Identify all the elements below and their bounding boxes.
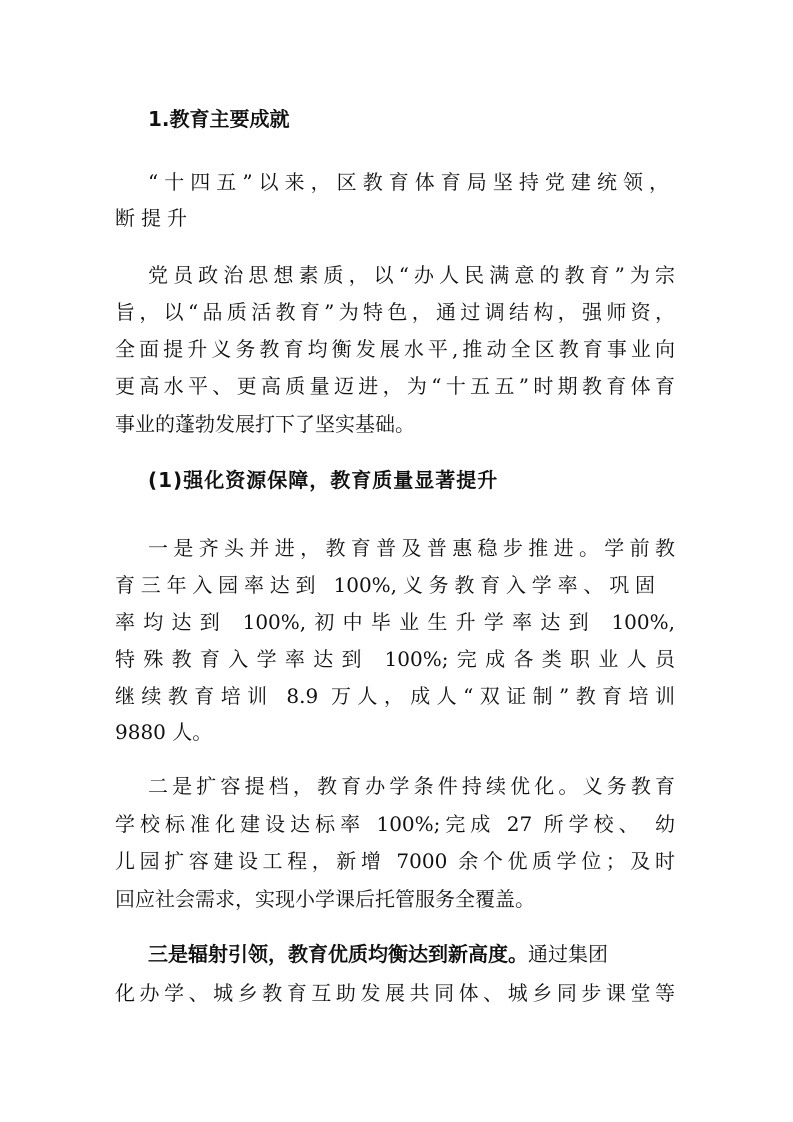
paragraph-4-line-2: 学校标准化建设达标率 100%;完成 27 所学校、 幼 bbox=[115, 812, 675, 836]
paragraph-5-bold-lead: 三是辐射引领，教育优质均衡达到新高度。 bbox=[148, 942, 528, 966]
section-heading: 1.教育主要成就 bbox=[148, 107, 290, 131]
paragraph-2-line-4: 更高水平、更高质量迈进，为“十五五”时期教育体育 bbox=[115, 374, 675, 398]
paragraph-2-line-3: 全面提升义务教育均衡发展水平,推动全区教育事业向 bbox=[115, 337, 675, 361]
paragraph-2-line-1: 党员政治思想素质，以“办人民满意的教育”为宗 bbox=[148, 263, 675, 287]
paragraph-2-line-5: 事业的蓬勃发展打下了坚实基础。 bbox=[115, 412, 415, 436]
paragraph-1-line-2: 断提升 bbox=[115, 206, 193, 230]
paragraph-5-line-2: 化办学、城乡教育互助发展共同体、城乡同步课堂等 bbox=[115, 981, 675, 1005]
paragraph-5-line-1-rest: 通过集团 bbox=[528, 942, 608, 966]
paragraph-4-line-1: 二是扩容提档，教育办学条件持续优化。义务教育 bbox=[148, 774, 675, 798]
paragraph-5-line-1 bbox=[148, 938, 675, 970]
paragraph-2-line-2: 旨，以“品质活教育”为特色，通过调结构，强师资， bbox=[115, 300, 675, 324]
paragraph-3-line-1: 一是齐头并进，教育普及普惠稳步推进。学前教 bbox=[148, 536, 675, 560]
paragraph-4-line-3: 儿园扩容建设工程，新增 7000 余个优质学位；及时 bbox=[115, 849, 675, 873]
paragraph-3-line-5: 继续教育培训 8.9 万人，成人“双证制”教育培训 bbox=[115, 684, 675, 708]
paragraph-4-line-4: 回应社会需求，实现小学课后托管服务全覆盖。 bbox=[115, 887, 535, 911]
paragraph-3-line-6: 9880 人。 bbox=[115, 720, 213, 744]
subsection-heading: (1)强化资源保障，教育质量显著提升 bbox=[148, 468, 499, 492]
paragraph-1-line-1: “十四五”以来，区教育体育局坚持党建统领， bbox=[148, 170, 675, 194]
paragraph-3-line-2: 育三年入园率达到 100%,义务教育入学率、巩固 bbox=[115, 573, 655, 597]
paragraph-3-line-3: 率均达到 100%,初中毕业生升学率达到 100%, bbox=[115, 610, 675, 634]
paragraph-3-line-4: 特殊教育入学率达到 100%;完成各类职业人员 bbox=[115, 647, 675, 671]
